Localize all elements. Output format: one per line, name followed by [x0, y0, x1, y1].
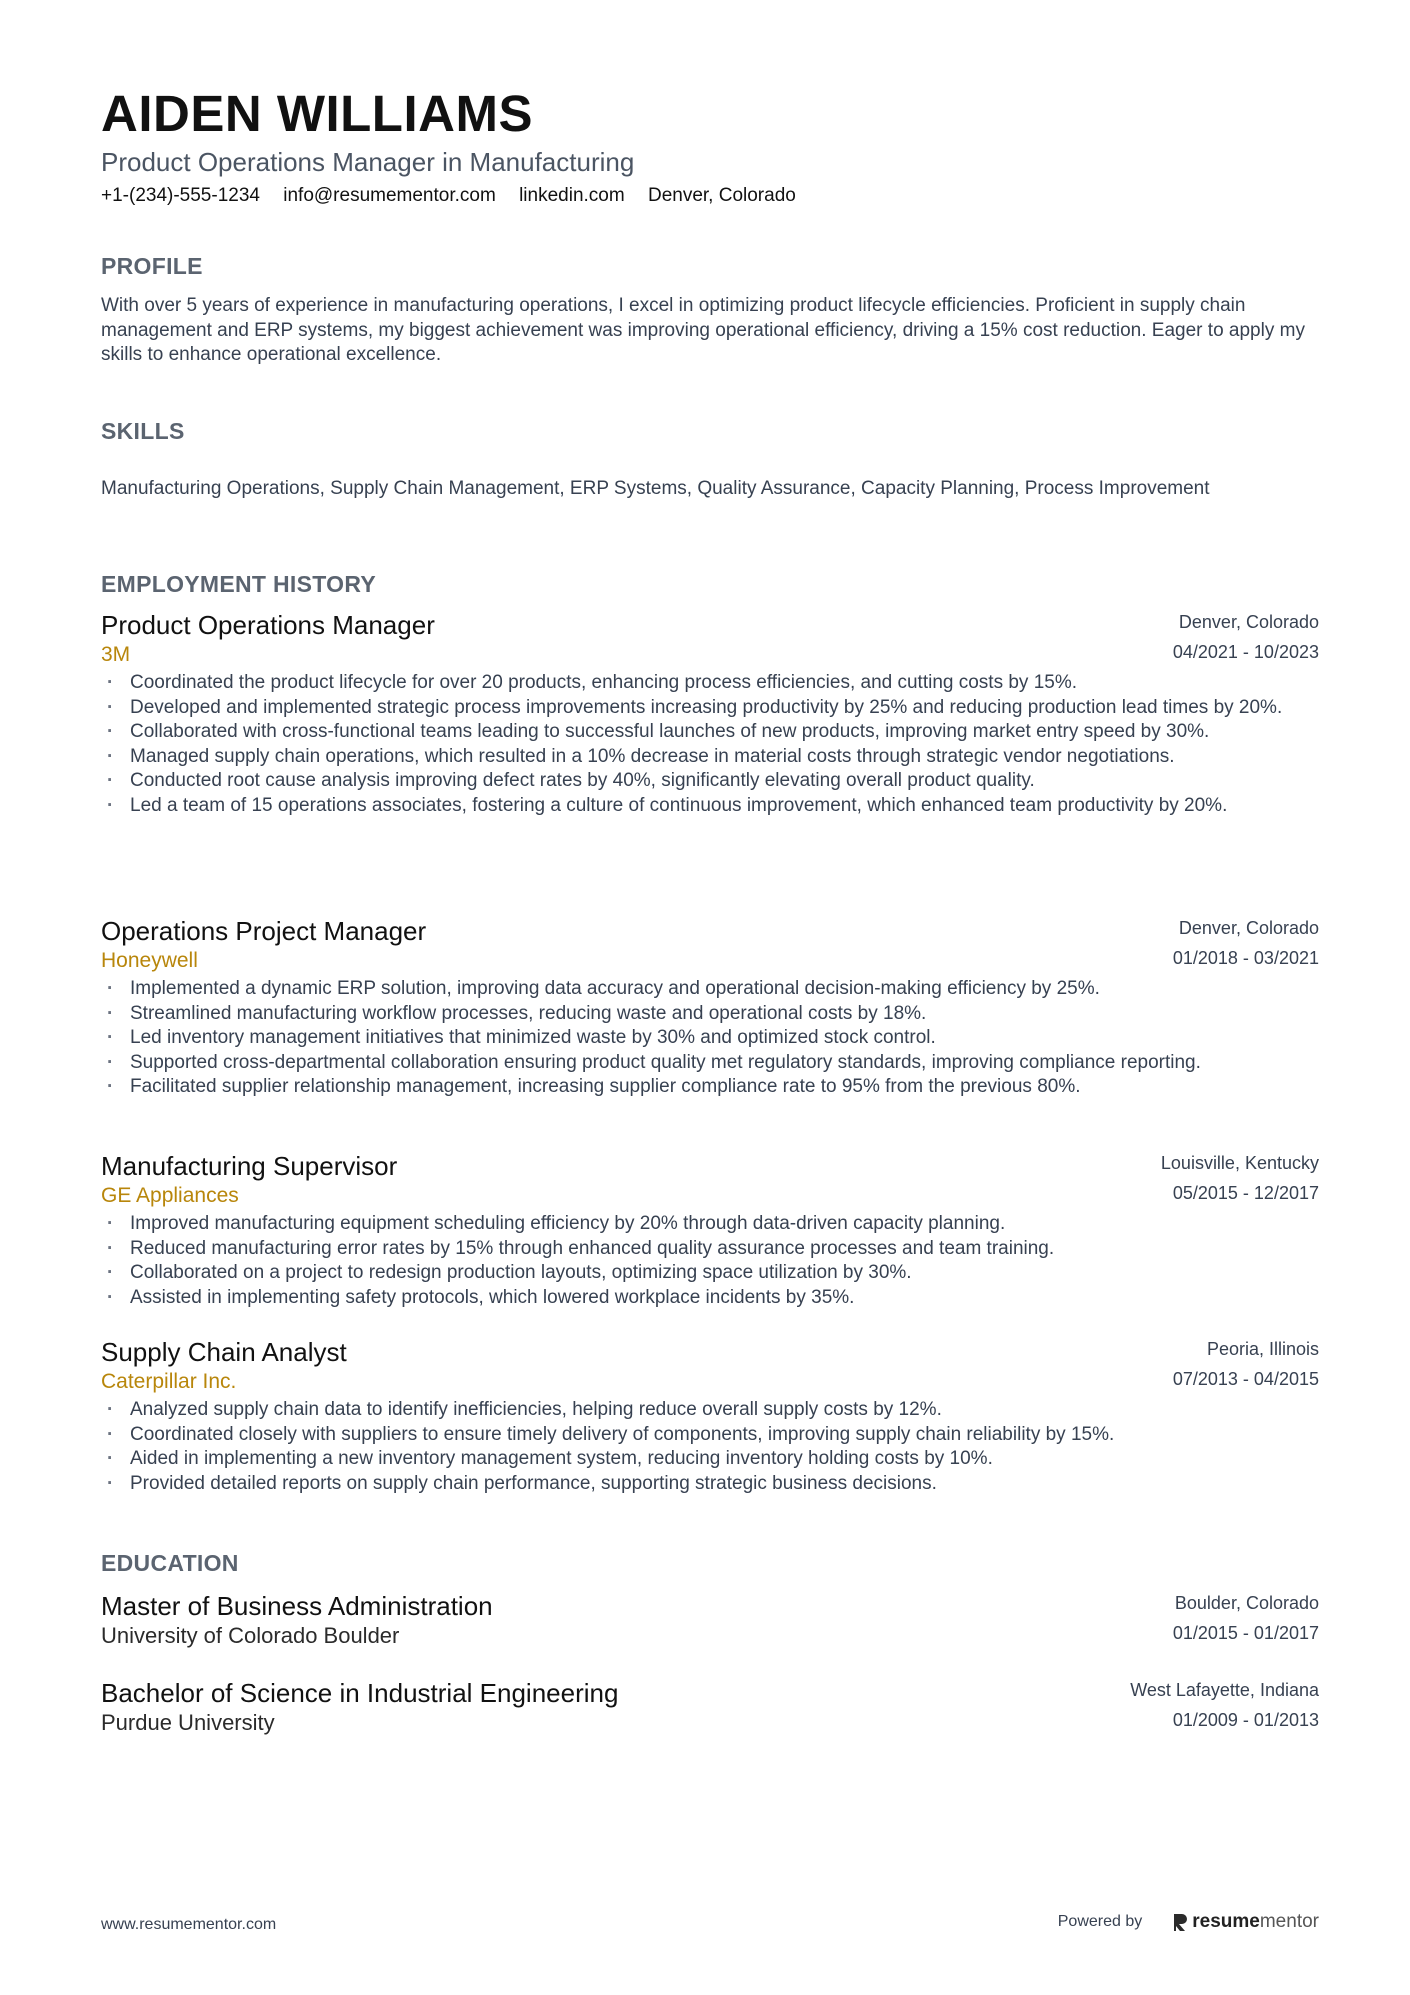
skills-heading: SKILLS: [101, 418, 185, 444]
education-location: Boulder, Colorado: [1174, 1593, 1319, 1613]
bullet-item: · Supported cross-departmental collaboration ensuring product quality met regulatory standards, improving compliance reporting.: [101, 1051, 1319, 1076]
contact-email[interactable]: info@resumementor.com: [283, 185, 496, 206]
job-entry: [101, 915, 1319, 1100]
bullet-item: · Led a team of 15 operations associates, fostering a culture of continuous improvement, which enhanced team productivity by 20%.: [101, 794, 1319, 819]
contact-linkedin[interactable]: linkedin.com: [519, 185, 625, 206]
contact-phone[interactable]: +1-(234)-555-1234: [101, 185, 260, 206]
education-entry: [101, 1590, 1319, 1650]
bullet-item: · Developed and implemented strategic process improvements increasing productivity by 25% and reducing production lead times by 20%.: [101, 696, 1319, 721]
bullet-item: · Implemented a dynamic ERP solution, improving data accuracy and operational decision-making efficiency by 25%.: [101, 977, 1319, 1002]
job-location: Denver, Colorado: [1178, 612, 1319, 632]
education-entry: [101, 1677, 1319, 1737]
footer-website[interactable]: www.resumementor.com: [101, 1916, 277, 1933]
candidate-title: Product Operations Manager in Manufacturing: [101, 147, 635, 177]
bullet-item: · Coordinated the product lifecycle for over 20 products, enhancing process efficiencies, and cutting costs by 15%.: [101, 671, 1319, 696]
brand-logo[interactable]: [1172, 1911, 1319, 1933]
bullet-item: · Improved manufacturing equipment scheduling efficiency by 20% through data-driven capacity planning.: [101, 1212, 1319, 1237]
bullet-item: · Provided detailed reports on supply chain performance, supporting strategic business decisions.: [101, 1472, 1319, 1497]
bullet-item: · Managed supply chain operations, which resulted in a 10% decrease in material costs through strategic vendor negotiations.: [101, 745, 1319, 770]
job-entry: [101, 609, 1319, 818]
job-title: Supply Chain Analyst: [101, 1337, 347, 1367]
job-title: Product Operations Manager: [101, 610, 435, 640]
job-bullets: [101, 1212, 1319, 1310]
employment-heading: EMPLOYMENT HISTORY: [101, 571, 377, 597]
job-bullets: [101, 1398, 1319, 1496]
job-company: 3M: [101, 643, 131, 666]
education-location: West Lafayette, Indiana: [1130, 1680, 1319, 1700]
job-dates: 01/2018 - 03/2021: [1172, 948, 1319, 968]
bullet-item: · Assisted in implementing safety protocols, which lowered workplace incidents by 35%.: [101, 1286, 1319, 1311]
bullet-item: · Reduced manufacturing error rates by 15% through enhanced quality assurance processes and team training.: [101, 1237, 1319, 1262]
degree-title: Master of Business Administration: [101, 1591, 493, 1621]
powered-by-label: Powered by: [1057, 1913, 1143, 1930]
contact-line: [101, 183, 814, 209]
brand-name-bold: resume: [1192, 1911, 1260, 1932]
job-location: Louisville, Kentucky: [1160, 1153, 1319, 1173]
education-dates: 01/2009 - 01/2013: [1172, 1710, 1319, 1730]
bullet-item: · Conducted root cause analysis improving defect rates by 40%, significantly elevating overall product quality.: [101, 769, 1319, 794]
skills-text: Manufacturing Operations, Supply Chain Management, ERP Systems, Quality Assurance, Capacity Planning, Process Improvement: [101, 478, 1210, 499]
bullet-item: · Led inventory management initiatives that minimized waste by 30% and optimized stock control.: [101, 1026, 1319, 1051]
job-dates: 07/2013 - 04/2015: [1172, 1369, 1319, 1389]
bullet-item: · Collaborated with cross-functional teams leading to successful launches of new products, improving market entry speed by 30%.: [101, 720, 1319, 745]
bullet-item: · Collaborated on a project to redesign production layouts, optimizing space utilization by 30%.: [101, 1261, 1319, 1286]
job-entry: [101, 1150, 1319, 1310]
job-location: Peoria, Illinois: [1206, 1339, 1319, 1359]
school-name: University of Colorado Boulder: [101, 1623, 400, 1648]
bullet-item: · Analyzed supply chain data to identify inefficiencies, helping reduce overall supply costs by 12%.: [101, 1398, 1319, 1423]
bullet-item: · Coordinated closely with suppliers to ensure timely delivery of components, improving supply chain reliability by 15%.: [101, 1423, 1319, 1448]
education-dates: 01/2015 - 01/2017: [1172, 1623, 1319, 1643]
job-title: Operations Project Manager: [101, 916, 427, 946]
education-heading: EDUCATION: [101, 1550, 239, 1576]
job-entry: [101, 1336, 1319, 1496]
bullet-item: · Streamlined manufacturing workflow processes, reducing waste and operational costs by 18%.: [101, 1002, 1319, 1027]
footer-powered-by: [1058, 1911, 1319, 1933]
job-title: Manufacturing Supervisor: [101, 1151, 398, 1181]
job-dates: 04/2021 - 10/2023: [1172, 642, 1319, 662]
degree-title: Bachelor of Science in Industrial Engineering: [101, 1678, 619, 1708]
job-dates: 05/2015 - 12/2017: [1172, 1183, 1319, 1203]
candidate-name: AIDEN WILLIAMS: [101, 85, 533, 142]
profile-text: With over 5 years of experience in manufacturing operations, I excel in optimizing product lifecycle efficiencies. Proficient in supply chain management and ERP systems, my biggest achievement was improving operational efficiency, driving a 15% cost reduction. Eager to apply my skills to enhance operational excellence.: [101, 295, 1305, 365]
job-location: Denver, Colorado: [1178, 918, 1319, 938]
job-company: Caterpillar Inc.: [101, 1370, 237, 1393]
brand-name-light: mentor: [1259, 1911, 1319, 1932]
brand-logo-icon: [1172, 1912, 1188, 1932]
job-bullets: [101, 977, 1319, 1100]
bullet-item: · Aided in implementing a new inventory management system, reducing inventory holding costs by 10%.: [101, 1447, 1319, 1472]
bullet-item: · Facilitated supplier relationship management, increasing supplier compliance rate to 95% from the previous 80%.: [101, 1075, 1319, 1100]
job-company: Honeywell: [101, 949, 198, 972]
job-bullets: [101, 671, 1319, 818]
school-name: Purdue University: [101, 1710, 275, 1735]
contact-location: Denver, Colorado: [647, 185, 796, 206]
job-company: GE Appliances: [101, 1184, 239, 1207]
profile-heading: PROFILE: [101, 253, 203, 279]
